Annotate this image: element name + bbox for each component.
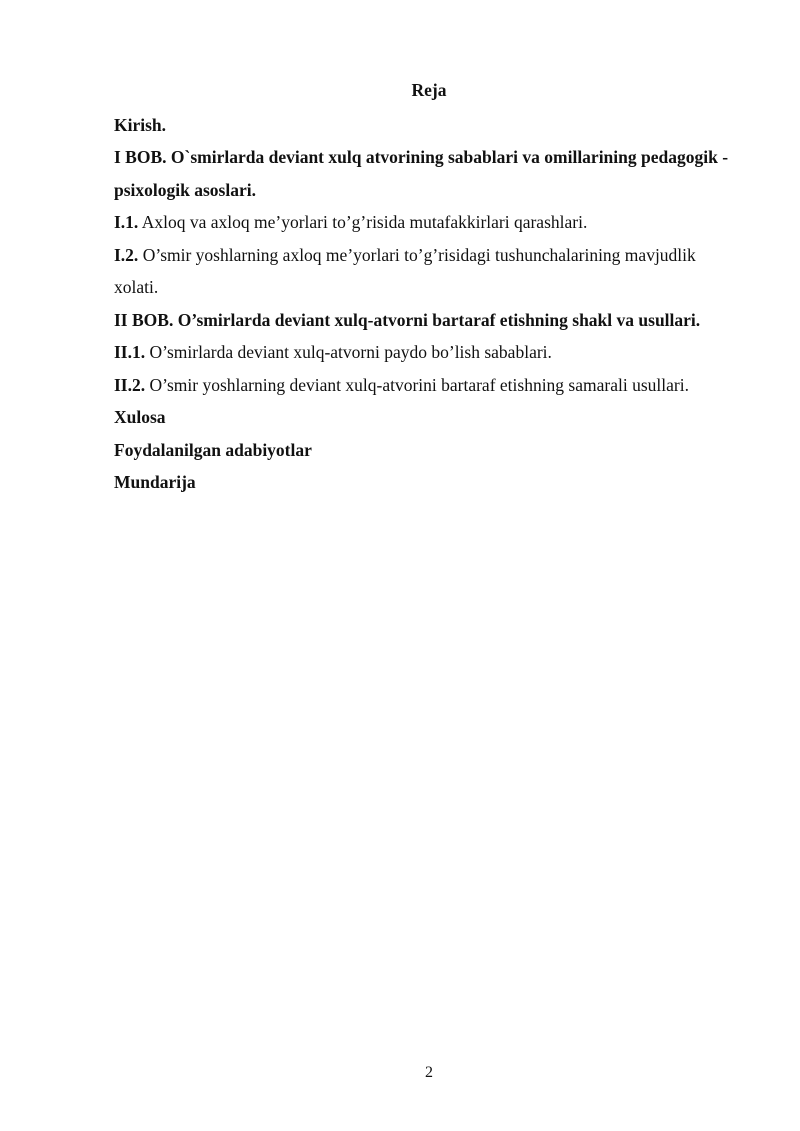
toc-item-contents: Mundarija [114,472,196,492]
toc-section-1-2 [114,239,744,304]
page-number: 2 [425,1064,433,1081]
toc-item-references: Foydalanilgan adabiyotlar [114,439,312,460]
section-number: II.2. [114,374,146,395]
toc-section-1-1 [114,206,744,239]
toc-section-2-1 [114,336,744,369]
section-text: O’smir yoshlarning deviant xulq-atvorini bartaraf etishning samarali usullari. [145,374,689,395]
toc-section-2-2 [114,369,744,402]
toc-item-intro: Kirish. [114,114,167,135]
toc-item-conclusion: Xulosa [114,407,166,427]
section-text: O’smir yoshlarning axloq me’yorlari to’g’risidagi tushunchalarining mavjudlik xolati. [114,244,696,297]
section-number: II.1. [114,342,146,362]
toc-chapter-2: II BOB. O’smirlarda deviant xulq-atvorni bartaraf etishning shakl va usullari. [114,309,701,330]
section-number: I.2. [114,244,139,265]
toc-chapter-1: I BOB. O`smirlarda deviant xulq atvorining sabablari va omillarining pedagogik - psixologik asoslari. [114,147,729,200]
page-title: Reja [411,80,447,100]
section-number: I.1. [114,212,139,232]
section-text: Axloq va axloq me’yorlari to’g’risida mutafakkirlari qarashlari. [138,212,588,232]
table-of-contents [114,74,744,499]
section-text: O’smirlarda deviant xulq-atvorni paydo bo’lish sabablari. [145,342,552,362]
